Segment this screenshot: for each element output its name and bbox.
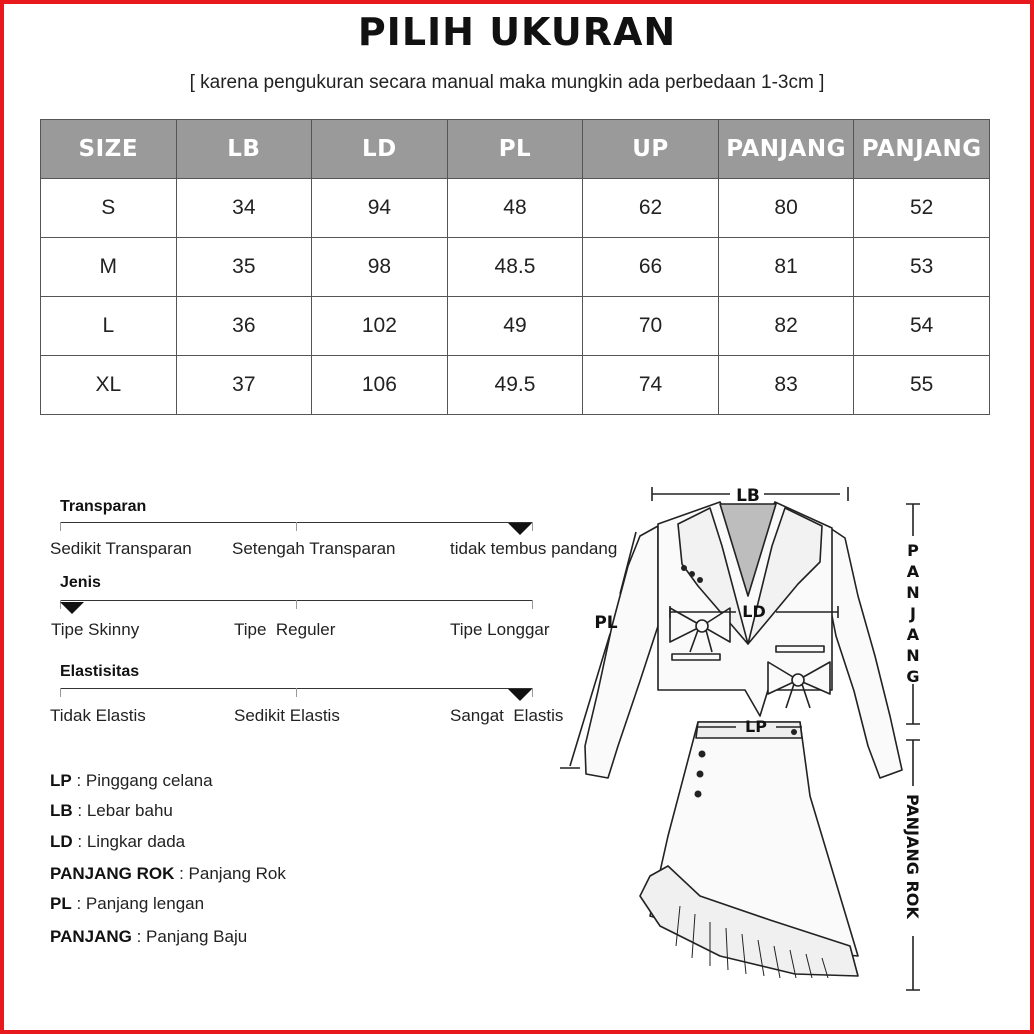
- elastisitas-option-3: Sangat Elastis: [450, 706, 564, 725]
- panjang-letter: N: [906, 583, 920, 602]
- elastisitas-option-1: Tidak Elastis: [50, 706, 146, 725]
- panjang-letter: G: [906, 667, 920, 686]
- legend-desc: : Lingkar dada: [72, 832, 186, 851]
- table-row: [41, 238, 990, 297]
- cell-panjang-2: 54: [854, 297, 990, 356]
- header-panjang-2: PANJANG: [854, 120, 990, 179]
- scale-tick: [296, 688, 297, 697]
- scale-tick: [296, 600, 297, 609]
- cell-ld: 106: [312, 356, 448, 415]
- cell-panjang: 81: [718, 238, 854, 297]
- elastisitas-option-2: Sedikit Elastis: [234, 706, 340, 725]
- cell-size: M: [41, 238, 177, 297]
- scale-tick: [60, 688, 61, 697]
- cell-lb: 34: [176, 179, 312, 238]
- scale-tick: [532, 688, 533, 697]
- header-ld: LD: [312, 120, 448, 179]
- legend-desc: : Panjang lengan: [71, 894, 205, 913]
- cell-up: 70: [583, 297, 719, 356]
- jenis-marker-icon: [60, 602, 84, 614]
- cell-lb: 37: [176, 356, 312, 415]
- legend-item: [50, 864, 286, 884]
- legend-item: [50, 927, 247, 947]
- scale-tick: [532, 522, 533, 531]
- scale-tick: [532, 600, 533, 609]
- header-pl: PL: [447, 120, 583, 179]
- legend-key: PANJANG: [50, 927, 132, 946]
- jenis-option-1: Tipe Skinny: [51, 620, 140, 639]
- cell-lb: 36: [176, 297, 312, 356]
- elastisitas-label: Elastisitas: [60, 663, 140, 680]
- legend-desc: : Lebar bahu: [72, 801, 173, 820]
- legend-item: [50, 801, 173, 821]
- cell-panjang-2: 52: [854, 179, 990, 238]
- cell-ld: 102: [312, 297, 448, 356]
- cell-panjang-2: 55: [854, 356, 990, 415]
- header-panjang: PANJANG: [718, 120, 854, 179]
- pl-label: PL: [594, 613, 618, 633]
- jacket-right-sleeve: [828, 528, 902, 778]
- header-up: UP: [583, 120, 719, 179]
- cell-panjang: 82: [718, 297, 854, 356]
- panjang-letter: A: [906, 562, 920, 581]
- size-table: [40, 119, 990, 415]
- legend-key: LD: [50, 832, 73, 851]
- transparan-marker-icon: [508, 523, 532, 535]
- panjang-rok-label: PANJANG ROK: [903, 794, 922, 919]
- transparan-option-3: tidak tembus pandang: [450, 539, 618, 558]
- legend-item: [50, 894, 204, 914]
- panjang-letter: P: [907, 541, 919, 560]
- page-title: PILIH UKURAN: [357, 10, 677, 54]
- cell-up: 62: [583, 179, 719, 238]
- jacket-pocket-right: [776, 646, 824, 652]
- cell-size: S: [41, 179, 177, 238]
- cell-panjang: 80: [718, 179, 854, 238]
- cell-panjang-2: 53: [854, 238, 990, 297]
- transparan-label: Transparan: [60, 498, 147, 515]
- scale-tick: [60, 522, 61, 531]
- legend-desc: : Panjang Rok: [174, 864, 286, 883]
- legend-desc: : Pinggang celana: [71, 771, 213, 790]
- cell-ld: 98: [312, 238, 448, 297]
- transparan-option-1: Sedikit Transparan: [50, 539, 192, 558]
- panjang-letter: N: [906, 646, 920, 665]
- cell-up: 74: [583, 356, 719, 415]
- legend-key: PL: [50, 894, 72, 913]
- cell-ld: 94: [312, 179, 448, 238]
- size-table-header-row: [41, 120, 990, 179]
- table-row: [41, 179, 990, 238]
- jacket-left-sleeve: [585, 526, 658, 778]
- legend-item: [50, 832, 185, 852]
- table-row: [41, 356, 990, 415]
- elastisitas-marker-icon: [508, 689, 532, 701]
- legend-key: LB: [50, 801, 73, 820]
- legend-key: LP: [50, 771, 72, 790]
- ld-label: LD: [742, 602, 766, 621]
- cell-lb: 35: [176, 238, 312, 297]
- cell-pl: 48: [447, 179, 583, 238]
- scale-tick: [296, 522, 297, 531]
- jenis-option-2: Tipe Reguler: [234, 620, 336, 639]
- panjang-letter: A: [906, 625, 920, 644]
- legend-item: [50, 771, 213, 791]
- legend-desc: : Panjang Baju: [131, 927, 248, 946]
- transparan-option-2: Setengah Transparan: [232, 539, 396, 558]
- lp-label: LP: [745, 717, 767, 736]
- table-row: [41, 297, 990, 356]
- garment-diagram: [540, 476, 1030, 1006]
- cell-up: 66: [583, 238, 719, 297]
- cell-pl: 48.5: [447, 238, 583, 297]
- cell-panjang: 83: [718, 356, 854, 415]
- cell-size: XL: [41, 356, 177, 415]
- measurement-note: [ karena pengukuran secara manual maka mungkin ada perbedaan 1-3cm ]: [189, 72, 825, 93]
- cell-size: L: [41, 297, 177, 356]
- cell-pl: 49.5: [447, 356, 583, 415]
- jenis-option-3: Tipe Longgar: [450, 620, 550, 639]
- header-lb: LB: [176, 120, 312, 179]
- jenis-label: Jenis: [60, 574, 101, 591]
- legend-key: PANJANG ROK: [50, 864, 175, 883]
- lb-label: LB: [736, 486, 760, 506]
- header-size: SIZE: [41, 120, 177, 179]
- panjang-letter: J: [910, 604, 916, 623]
- jacket-pocket-left: [672, 654, 720, 660]
- cell-pl: 49: [447, 297, 583, 356]
